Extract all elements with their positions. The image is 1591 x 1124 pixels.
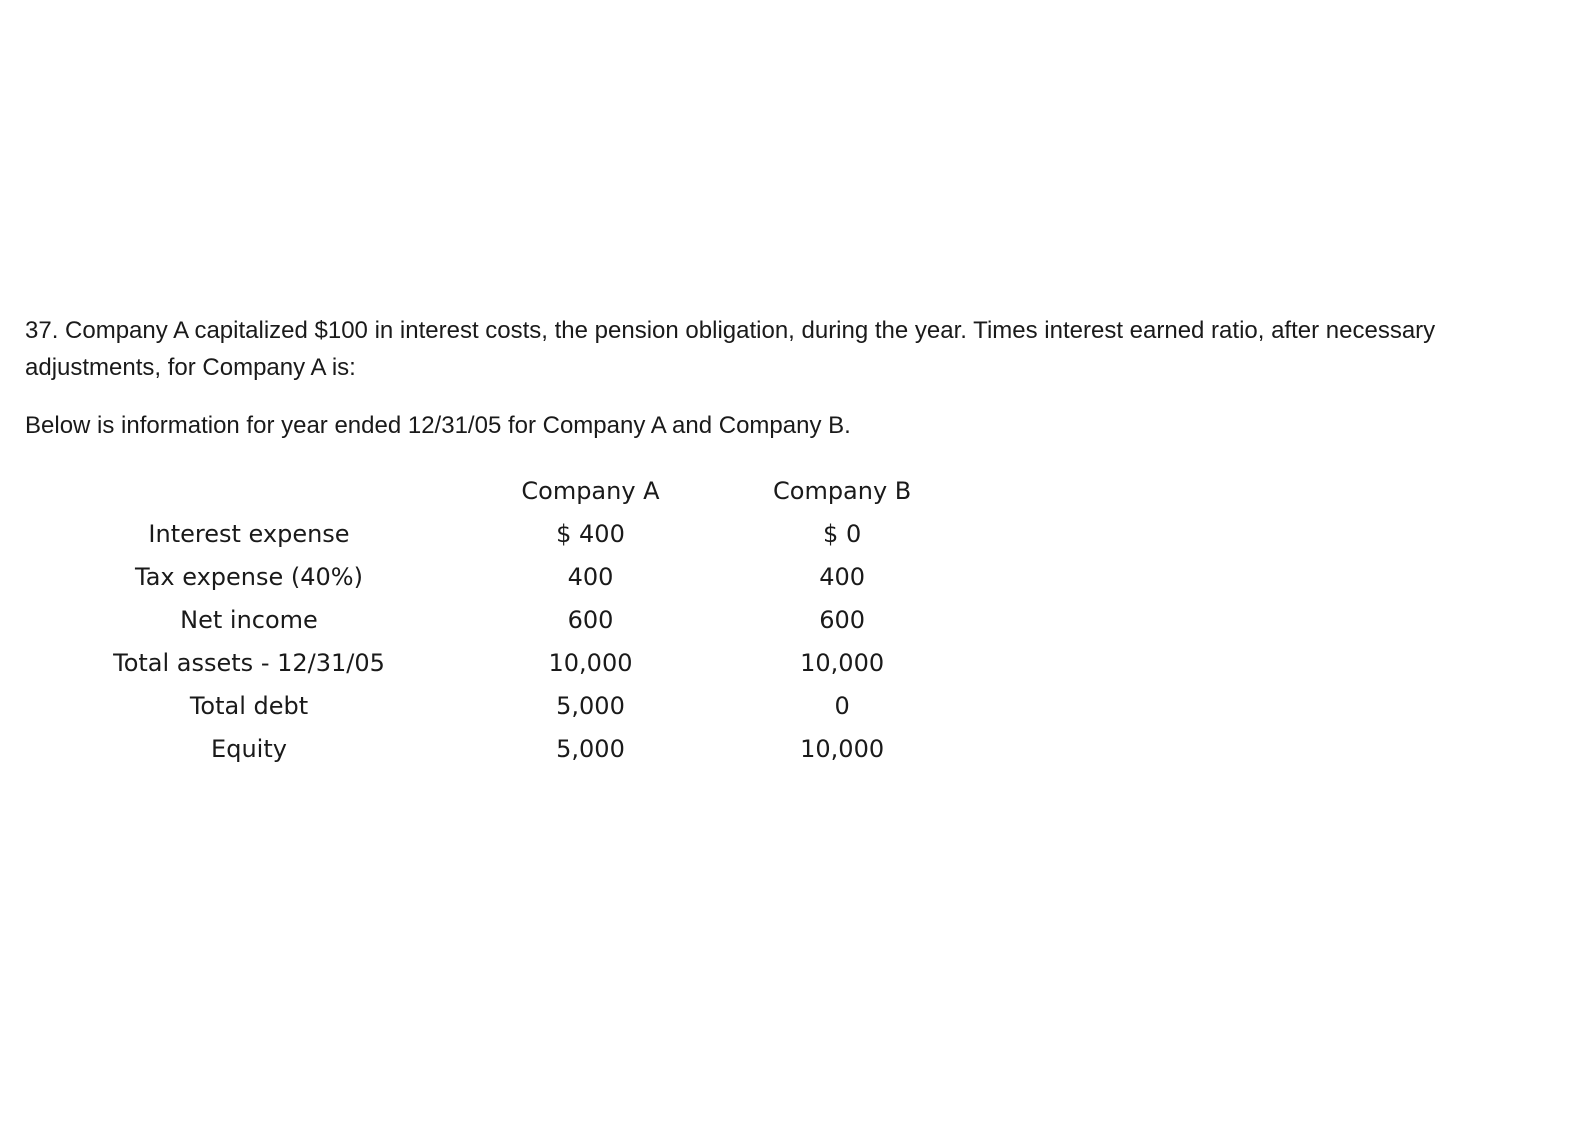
row-label: Tax expense (40%) xyxy=(135,562,363,591)
company-a-value: 600 xyxy=(567,605,614,634)
company-a-value: 400 xyxy=(567,562,614,591)
company-b-value: 10,000 xyxy=(800,734,885,763)
company-b-value: 10,000 xyxy=(800,648,885,677)
company-a-value: 5,000 xyxy=(556,734,625,763)
table-row xyxy=(90,727,911,770)
row-label: Net income xyxy=(180,605,318,634)
row-label: Equity xyxy=(211,734,287,763)
header-label-column xyxy=(90,470,408,512)
table-row xyxy=(90,684,911,727)
intro-text: Below is information for year ended 12/31/05 for Company A and Company B. xyxy=(25,412,851,439)
company-b-value: $ 0 xyxy=(823,519,862,548)
header-company-b: Company B xyxy=(773,477,912,505)
company-a-value: 10,000 xyxy=(548,648,633,677)
header-company-a: Company A xyxy=(521,477,660,505)
row-label: Total debt xyxy=(189,691,309,720)
table-row xyxy=(90,512,911,555)
table-row xyxy=(90,555,911,598)
company-b-value: 600 xyxy=(819,605,866,634)
company-a-value: $ 400 xyxy=(556,519,625,548)
table-row xyxy=(90,598,911,641)
row-label: Interest expense xyxy=(148,519,350,548)
company-b-value: 0 xyxy=(834,691,850,720)
company-b-value: 400 xyxy=(819,562,866,591)
company-a-value: 5,000 xyxy=(556,691,625,720)
row-label: Total assets - 12/31/05 xyxy=(113,648,385,677)
table-row xyxy=(90,641,911,684)
table-header-row xyxy=(90,470,911,512)
financial-table xyxy=(90,470,911,770)
question-text: 37. Company A capitalized $100 in interest costs, the pension obligation, during the year. Times interest earned ratio, after necessary adjustments, for Company A is: xyxy=(25,317,1436,381)
